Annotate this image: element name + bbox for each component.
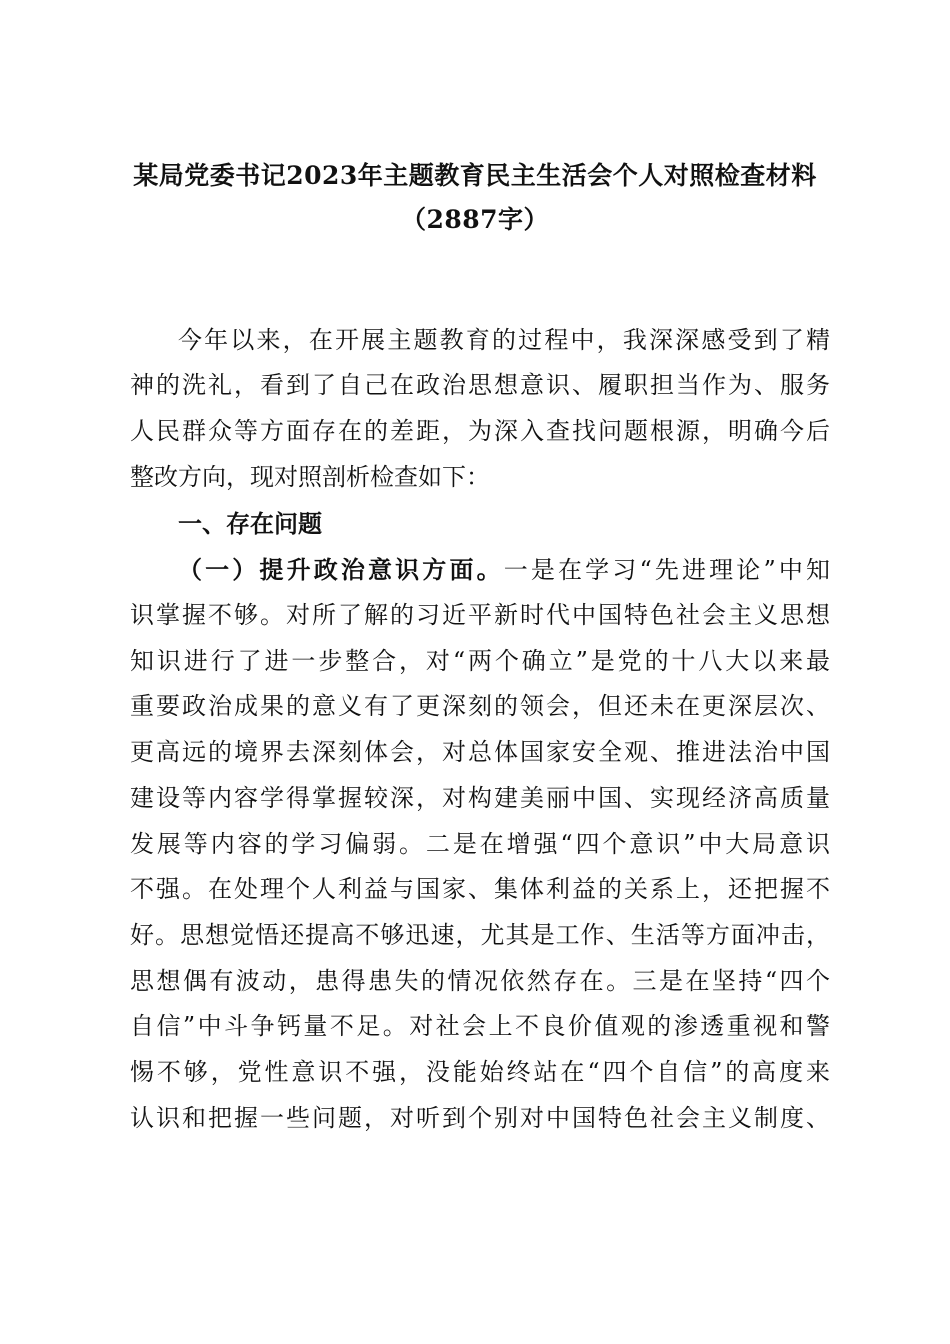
intro-line-1: 今年以来，在开展主题教育的过程中，我深深感受到了精 bbox=[178, 326, 830, 354]
body-line: 不强。在处理个人利益与国家、集体利益的关系上，还把握不 bbox=[130, 875, 830, 903]
intro-line-2: 神的洗礼，看到了自己在政治思想意识、履职担当作为、服务 bbox=[130, 371, 830, 399]
word-count: （2887字） bbox=[400, 205, 550, 234]
body-line: 认识和把握一些问题，对听到个别对中国特色社会主义制度、 bbox=[130, 1104, 830, 1132]
body-line: 更高远的境界去深刻体会，对总体国家安全观、推进法治中国 bbox=[130, 738, 830, 766]
subsection-label: （一）提升政治意识方面。 bbox=[178, 555, 504, 584]
document-title: 某局党委书记2023年主题教育民主生活会个人对照检查材料 bbox=[133, 161, 817, 190]
subsection-first-line bbox=[178, 555, 830, 585]
intro-line-3: 人民群众等方面存在的差距，为深入查找问题根源，明确今后 bbox=[130, 417, 830, 445]
body-line: 建设等内容学得掌握较深，对构建美丽中国、实现经济高质量 bbox=[130, 784, 830, 812]
body-line: 好。思想觉悟还提高不够迅速，尤其是工作、生活等方面冲击， bbox=[130, 921, 830, 949]
subsection-first-line-rest: 一是在学习“先进理论”中知 bbox=[503, 556, 830, 584]
body-line: 知识进行了进一步整合，对“两个确立”是党的十八大以来最 bbox=[130, 647, 830, 675]
body-line: 识掌握不够。对所了解的习近平新时代中国特色社会主义思想 bbox=[130, 601, 830, 629]
body-line: 重要政治成果的意义有了更深刻的领会，但还未在更深层次、 bbox=[130, 692, 830, 720]
body-line: 惕不够，党性意识不强，没能始终站在“四个自信”的高度来 bbox=[130, 1058, 830, 1086]
body-line: 发展等内容的学习偏弱。二是在增强“四个意识”中大局意识 bbox=[130, 830, 830, 858]
intro-line-4: 整改方向，现对照剖析检查如下： bbox=[130, 463, 490, 491]
body-line: 思想偶有波动，患得患失的情况依然存在。三是在坚持“四个 bbox=[130, 967, 830, 995]
body-line: 自信”中斗争钙量不足。对社会上不良价值观的渗透重视和警 bbox=[130, 1012, 830, 1040]
section-heading-problems: 一、存在问题 bbox=[178, 510, 322, 538]
